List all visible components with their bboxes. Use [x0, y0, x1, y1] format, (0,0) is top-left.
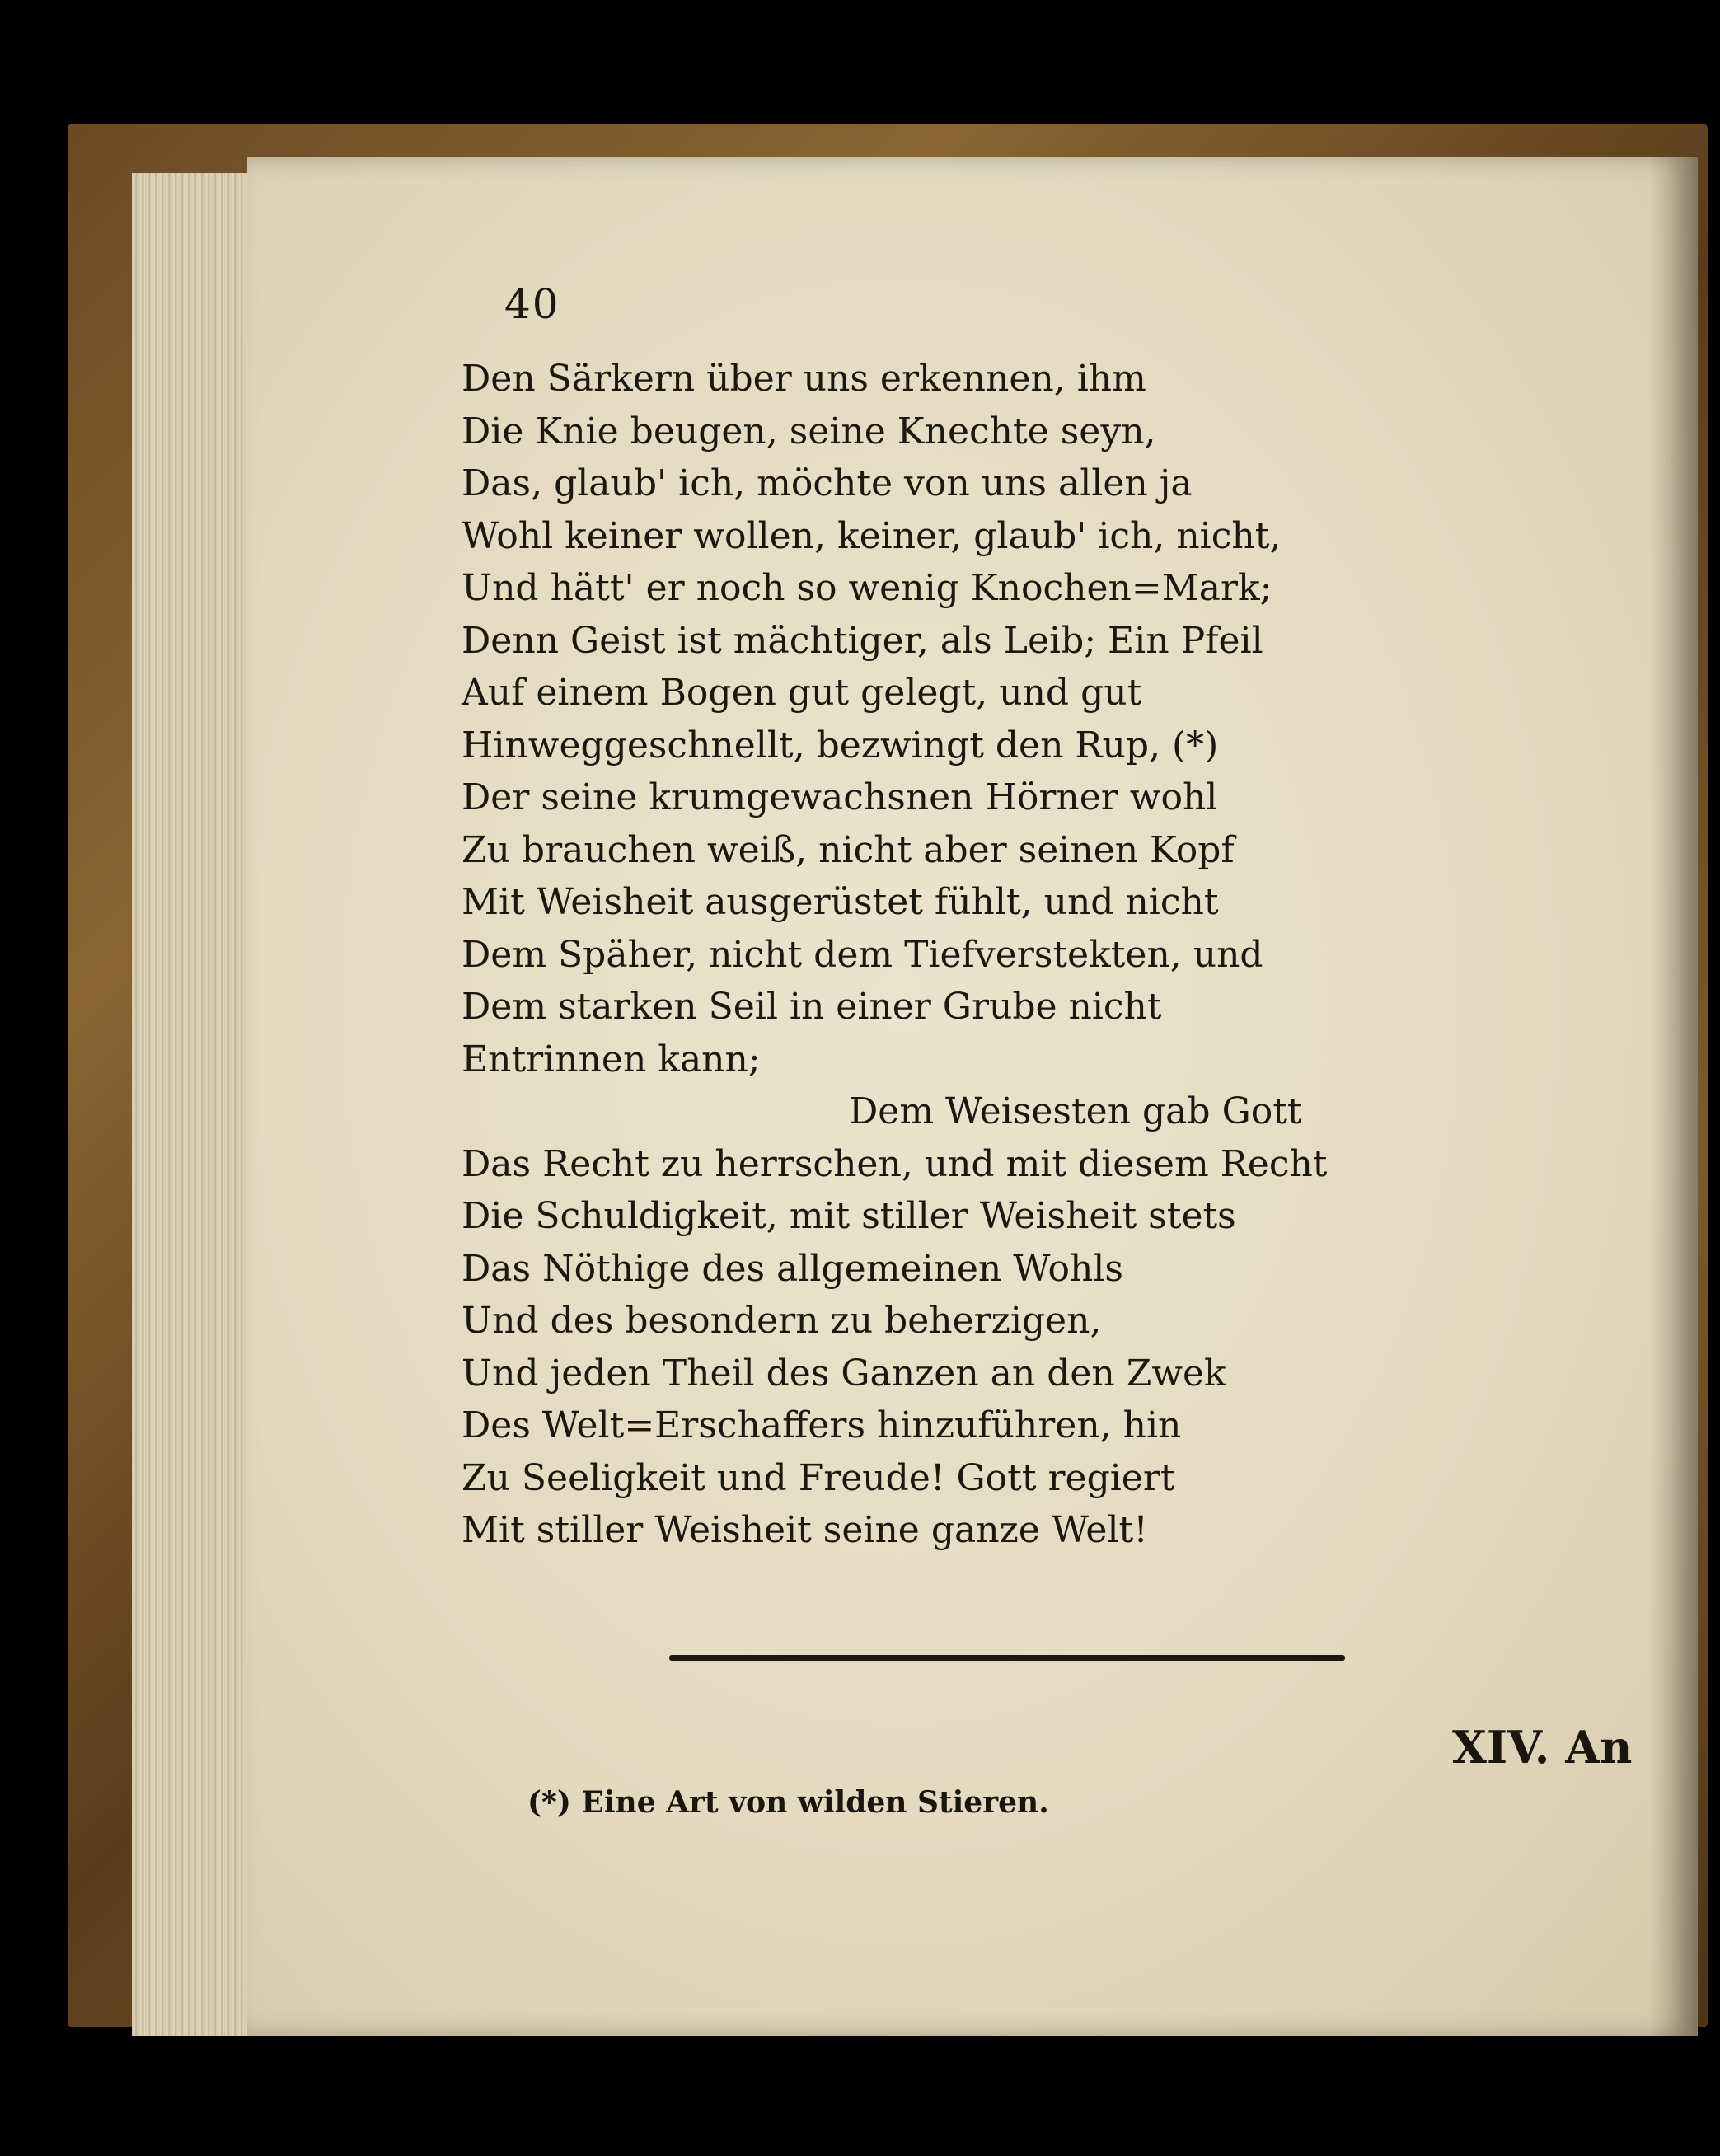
- poem-line: Des Welt=Erschaffers hinzuführen, hin: [462, 1404, 1182, 1446]
- poem-line: Mit Weisheit ausgerüstet fühlt, und nicht: [462, 881, 1219, 923]
- poem-line: Dem Späher, nicht dem Tiefverstekten, und: [462, 933, 1263, 976]
- page-number: 40: [504, 280, 560, 328]
- poem-line: Das Recht zu herrschen, und mit diesem Recht: [462, 1142, 1328, 1185]
- poem-line: Das Nöthige des allgemeinen Wohls: [462, 1247, 1123, 1290]
- poem-text: [462, 353, 1335, 1557]
- poem-line: Zu Seeligkeit und Freude! Gott regiert: [462, 1456, 1175, 1499]
- poem-line: Dem starken Seil in einer Grube nicht: [462, 986, 1162, 1028]
- poem-line: Das, glaub' ich, möchte von uns allen ja: [462, 462, 1193, 504]
- poem-line: Die Knie beugen, seine Knechte seyn,: [462, 410, 1156, 452]
- poem-line: Und hätt' er noch so wenig Knochen=Mark;: [462, 567, 1272, 609]
- poem-line: Denn Geist ist mächtiger, als Leib; Ein Pfeil: [462, 619, 1263, 662]
- page-gutter-shadow: [1648, 157, 1698, 2036]
- catchword: XIV. An: [1452, 1721, 1633, 1774]
- poem-line: Zu brauchen weiß, nicht aber seinen Kopf: [462, 828, 1235, 871]
- poem-line: Hinweggeschnellt, bezwingt den Rup, (*): [462, 724, 1219, 766]
- poem-line: Und des besondern zu beherzigen,: [462, 1300, 1102, 1342]
- poem-line: Auf einem Bogen gut gelegt, und gut: [462, 672, 1142, 714]
- poem-line: Der seine krumgewachsnen Hörner wohl: [462, 776, 1218, 818]
- poem-line: Wohl keiner wollen, keiner, glaub' ich, nicht,: [462, 514, 1282, 557]
- poem-line: Entrinnen kann;: [462, 1038, 761, 1080]
- poem-line: Mit stiller Weisheit seine ganze Welt!: [462, 1509, 1148, 1551]
- section-divider-rule: [669, 1655, 1345, 1661]
- poem-line: Und jeden Theil des Ganzen an den Zwek: [462, 1352, 1226, 1394]
- poem-line: Die Schuldigkeit, mit stiller Weisheit stets: [462, 1195, 1236, 1237]
- poem-line: Den Särkern über uns erkennen, ihm: [462, 358, 1146, 400]
- footnote: (*) Eine Art von wilden Stieren.: [527, 1785, 1049, 1820]
- poem-line: Dem Weisesten gab Gott: [849, 1090, 1302, 1132]
